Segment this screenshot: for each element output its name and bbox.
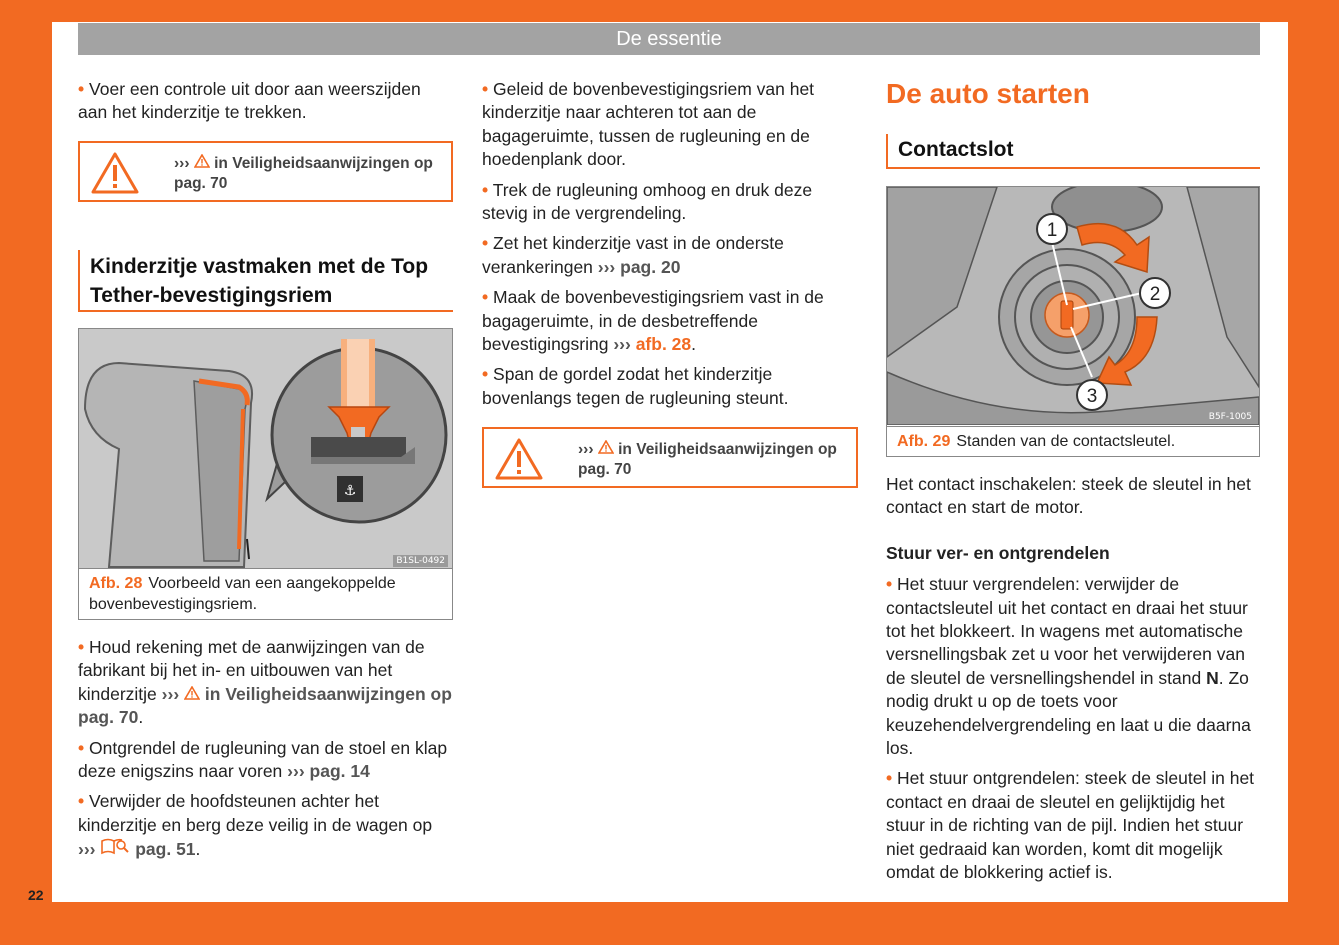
list-item: • Geleid de bovenbevestigingsriem van het kinderzitje naar achteren tot aan de bagageruimte, tussen de rugleuning en de hoedenplank door. (482, 79, 815, 170)
position-marker-3 (1077, 380, 1107, 410)
warning-small-icon (184, 686, 200, 700)
position-marker-2 (1140, 278, 1170, 308)
cross-reference-link[interactable]: ››› pag. 20 (597, 256, 681, 277)
section-heading-contactslot: Contactslot (886, 134, 1260, 169)
list-item: • Ontgrendel de rugleuning van de stoel en klap deze enigszins naar voren ››› pag. 14 (78, 737, 448, 782)
svg-text:2: 2 (1149, 284, 1161, 305)
list-item: • Het stuur vergrendelen: verwijder de contactsleutel uit het contact en draai het stuur tot het blokkeert. In wagens met automatische versnellingsbak zet u voor het verwijderen van de sleutel de versnellingshendel in stand N. Zo nodig drukt u op de toets voor keuzehendelvergrendeling en laat u die daarna los. (886, 574, 1251, 759)
page-title: De auto starten (886, 78, 1090, 109)
column-2 (482, 78, 858, 417)
warning-box (482, 427, 858, 488)
warning-small-icon (194, 154, 210, 168)
cross-reference-link[interactable]: pag. 51 (135, 839, 196, 860)
figure-code: B1SL-0492 (393, 555, 448, 567)
position-marker-1 (1037, 214, 1067, 244)
list-item: • Voer een controle uit door aan weerszijden aan het kinderzitje te trekken. (78, 79, 421, 123)
figure-caption: Afb. 28 Voorbeeld van een aangekoppelde bovenbevestigingsriem. (79, 568, 452, 619)
list-item: • Span de gordel zodat het kinderzitje bovenlangs tegen de rugleuning steunt. (482, 364, 789, 408)
warning-icon (494, 437, 544, 481)
list-item: • Houd rekening met de aanwijzingen van de fabrikant bij het in- en uitbouwen van het kinderzitje ››› in Veiligheidsaanwijzingen op pag. 70. (78, 637, 452, 728)
bullet-dot: • (78, 79, 85, 99)
svg-text:⚓: ⚓ (343, 483, 357, 499)
figure-caption: Afb. 29 Standen van de contactsleutel. (887, 426, 1259, 456)
warning-box (78, 141, 453, 202)
figure-reference-link[interactable]: afb. 28 (635, 334, 692, 355)
subheading-stuur: Stuur ver- en ontgrendelen (886, 542, 1110, 563)
warning-icon (90, 151, 140, 195)
list-item: • Maak de bovenbevestigingsriem vast in de bagageruimte, in de desbetreffende bevestigingsring ››› afb. 28. (482, 287, 824, 355)
svg-text:3: 3 (1086, 386, 1098, 407)
book-search-icon (100, 837, 130, 855)
seat-illustration (79, 329, 452, 569)
list-item: • Trek de rugleuning omhoog en druk deze stevig in de vergrendeling. (482, 179, 813, 224)
svg-text:1: 1 (1046, 220, 1058, 241)
column-1-lower (78, 636, 452, 869)
ignition-illustration (887, 187, 1259, 425)
page-number: 22 (28, 887, 44, 903)
section-heading-top-tether: Kinderzitje vastmaken met de Top Tether-bevestigingsriem (78, 250, 453, 312)
figure-afb-28 (78, 328, 453, 620)
column-3 (886, 473, 1258, 892)
list-item: • Verwijder de hoofdsteunen achter het kinderzitje en berg deze veilig in de wagen op ››› pag. 51. (78, 791, 433, 860)
figure-afb-29 (886, 186, 1260, 457)
warning-text[interactable]: ››› in Veiligheidsaanwijzingen op pag. 70 (174, 155, 433, 192)
cross-reference-link[interactable]: ››› pag. 14 (287, 761, 370, 782)
intro-paragraph: Het contact inschakelen: steek de sleutel in het contact en start de motor. (886, 474, 1251, 518)
list-item: • Het stuur ontgrendelen: steek de sleutel in het contact en draai de sleutel en gelijktijdig het stuur in de richting van de pijl. Indien het stuur niet gedraaid kan worden, komt dit mogelijk omdat de blokkering actief is. (886, 768, 1255, 883)
warning-small-icon (598, 440, 614, 454)
column-1 (78, 78, 450, 132)
figure-code: B5F-1005 (1206, 411, 1255, 423)
page-header: De essentie (78, 23, 1260, 55)
list-item: • Zet het kinderzitje vast in de onderste verankeringen ››› pag. 20 (482, 233, 784, 277)
cross-reference-link[interactable]: in Veiligheidsaanwijzingen op pag. 70 (78, 683, 452, 728)
warning-text[interactable]: ››› in Veiligheidsaanwijzingen op pag. 70 (578, 441, 837, 478)
